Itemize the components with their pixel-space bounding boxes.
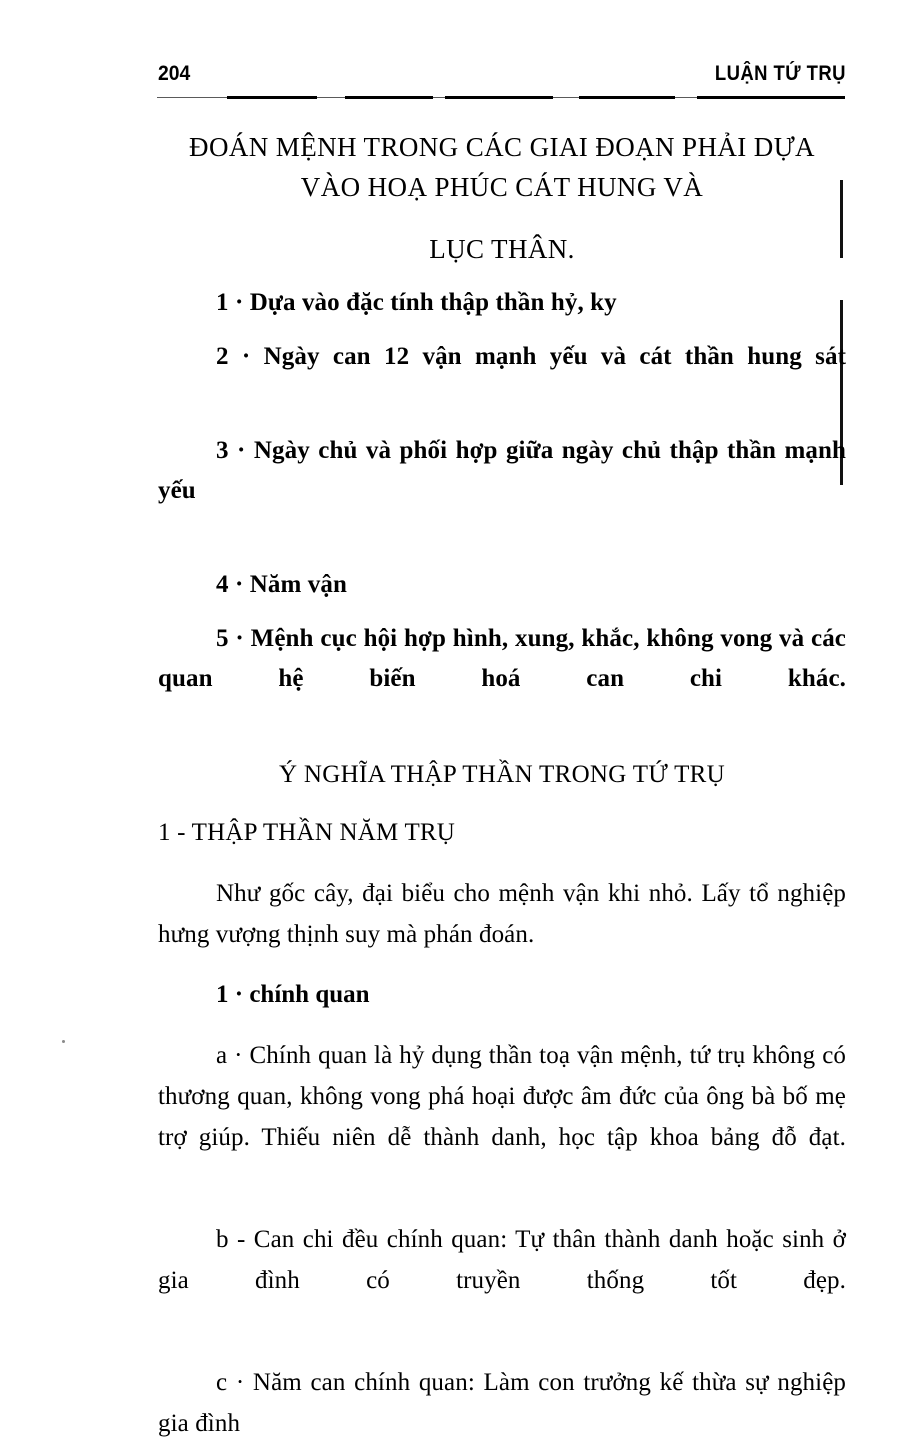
page-content (158, 125, 846, 1444)
paragraph-a: a · Chính quan là hỷ dụng thần toạ vận mệnh, tứ trụ không có thương quan, không vong phá hoại được âm đức của ông bà bố mẹ trợ giúp. Thiếu niên dễ thành danh, học tập khoa bảng đỗ đạt. (158, 1042, 846, 1151)
paragraph-b: b - Can chi đều chính quan: Tự thân thành danh hoặc sinh ở gia đình có truyền thống tốt đẹp. (158, 1226, 846, 1294)
page-number: 204 (158, 62, 191, 85)
page-title-line-1: ĐOÁN MỆNH TRONG CÁC GIAI ĐOẠN PHẢI DỰA (189, 132, 815, 162)
page-header (158, 62, 846, 86)
list-item: 4 · Năm vận (216, 571, 347, 598)
page-title-line-3: LỤC THÂN. (429, 234, 575, 264)
paragraph-intro: Như gốc cây, đại biểu cho mệnh vận khi nhỏ. Lấy tổ nghiệp hưng vượng thịnh suy mà phán đoán. (158, 880, 846, 948)
scan-speck (62, 1040, 65, 1043)
list-item: 1 · Dựa vào đặc tính thập thần hỷ, ky (216, 289, 617, 316)
list-item: 5 · Mệnh cục hội hợp hình, xung, khắc, không vong và các quan hệ biến hoá can chi khác. (158, 625, 846, 692)
page-title-line-2: VÀO HOẠ PHÚC CÁT HUNG VÀ (300, 172, 704, 202)
header-rule (157, 96, 845, 99)
sub-heading: 1 - THẬP THẦN NĂM TRỤ (158, 819, 456, 846)
paragraph-item-1-label: 1 · chính quan (216, 981, 370, 1008)
list-item: 3 · Ngày chủ và phối hợp giữa ngày chủ thập thần mạnh yếu (158, 437, 846, 504)
list-item: 2 · Ngày can 12 vận mạnh yếu và cát thần hung sát (216, 343, 846, 370)
paragraph-c: c · Năm can chính quan: Làm con trưởng kế thừa sự nghiệp gia đình (158, 1369, 846, 1437)
section-heading: Ý NGHĨA THẬP THẦN TRONG TỨ TRỤ (278, 761, 726, 788)
running-title: LUẬN TỨ TRỤ (714, 62, 846, 85)
